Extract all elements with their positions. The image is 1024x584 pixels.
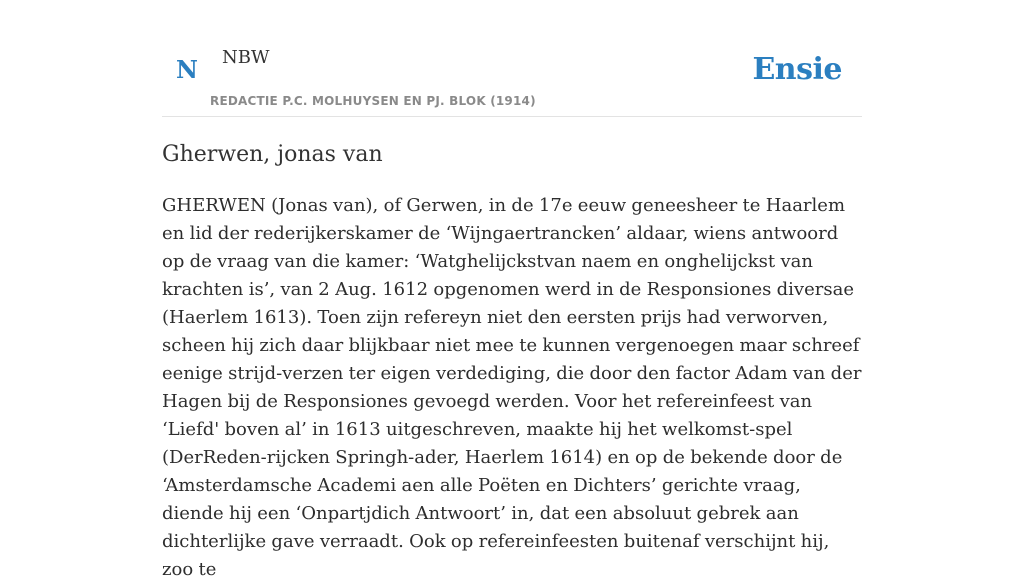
source-logo-icon: N: [176, 55, 198, 84]
article-title: Gherwen, jonas van: [162, 142, 383, 167]
article-body: GHERWEN (Jonas van), of Gerwen, in de 17e eeuw geneesheer te Haarlem en lid der rederijkerskamer de ‘Wijngaertrancken’ aldaar, wiens antwoord op de vraag van die kamer: ‘Watghelijckstvan naem en onghelijckst van krachten is’, van 2 Aug. 1612 opgenomen werd in de Responsiones diversae (Haerlem 1613). Toen zijn refereyn niet den eersten prijs had verworven, scheen hij zich daar blijkbaar niet mee te kunnen vergenoegen maar schreef eenige strijd-verzen ter eigen verdediging, die door den factor Adam van der Hagen bij de Responsiones gevoegd werden. Voor het refereinfeest van ‘Liefd' boven al’ in 1613 uitgeschreven, maakte hij het welkomst-spel (DerReden-rijcken Springh-ader, Haerlem 1614) en op de bekende door de ‘Amsterdamsche Academi aen alle Poëten en Dichters’ gerichte vraag, diende hij een ‘Onpartjdich Antwoort’ in, dat een absoluut gebrek aan dichterlijke gave verraadt. Ook op refereinfeesten buitenaf verschijnt hij, zoo te: [162, 195, 862, 580]
brand-logo[interactable]: Ensie: [752, 52, 842, 87]
source-editors: REDACTIE P.C. MOLHUYSEN EN PJ. BLOK (1914): [210, 94, 536, 108]
source-header: [162, 0, 862, 117]
source-name[interactable]: NBW: [222, 47, 270, 68]
